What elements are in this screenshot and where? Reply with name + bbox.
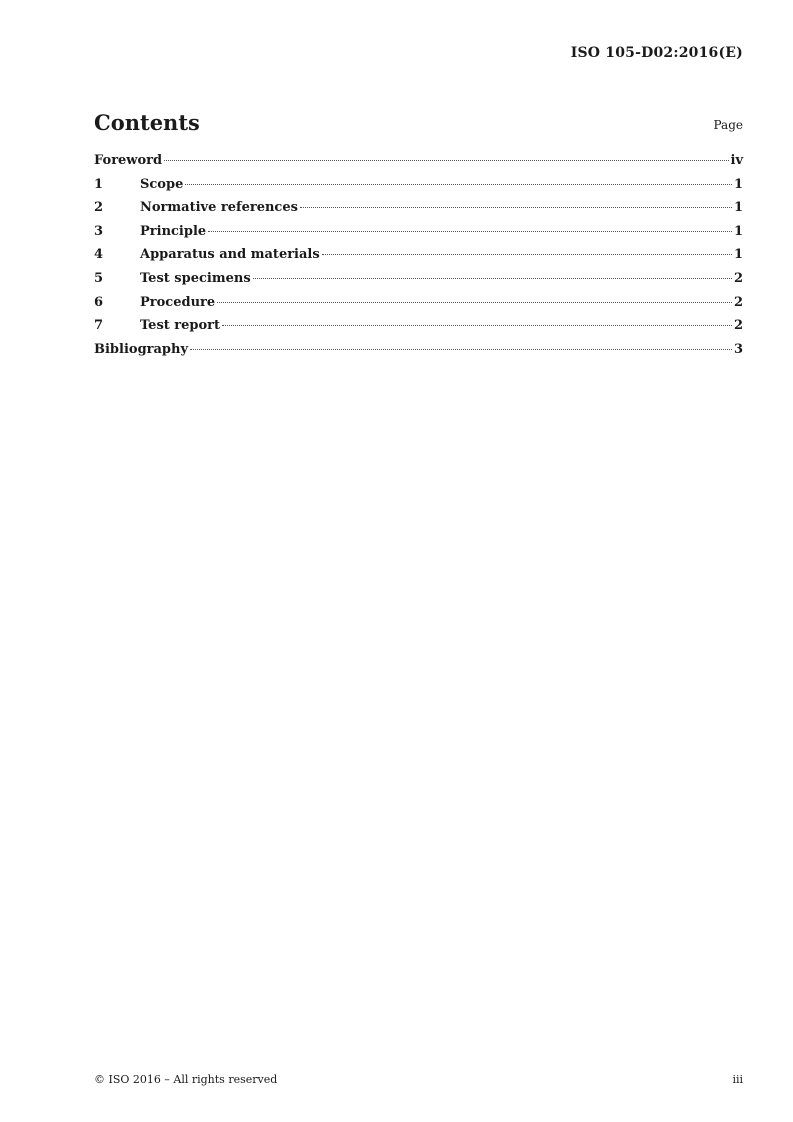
toc-entry-title: Principle [140,223,207,239]
page-number: iii [732,1073,743,1086]
toc-entry-number: 1 [94,176,104,192]
toc-entry-title: Bibliography [94,341,189,357]
dot-leader [164,160,728,161]
toc-entry-normative-references [94,200,743,224]
toc-entry-number: 2 [94,200,104,216]
dot-leader [185,184,732,185]
toc-entry-page: iv [730,153,743,168]
toc-entry-number: 4 [94,247,104,263]
toc-entry-test-specimens [94,271,743,295]
dot-leader [217,302,732,303]
table-of-contents [94,153,743,365]
toc-entry-number: 3 [94,223,104,239]
toc-entry-scope [94,177,743,201]
dot-leader [222,325,732,326]
toc-entry-principle [94,224,743,248]
toc-entry-page: 2 [733,270,743,286]
toc-entry-page: 2 [733,294,743,310]
toc-entry-number: 7 [94,318,104,334]
dot-leader [253,278,732,279]
toc-entry-page: 1 [733,223,743,239]
document-id: ISO 105-D02:2016(E) [570,45,743,61]
page-footer [94,1073,743,1086]
toc-entry-page: 1 [733,247,743,263]
toc-entry-foreword [94,153,743,177]
toc-entry-title: Apparatus and materials [140,247,320,263]
toc-entry-page: 1 [733,200,743,216]
toc-entry-title: Normative references [140,200,298,216]
toc-entry-number: 5 [94,270,104,286]
toc-entry-page: 3 [733,341,743,357]
dot-leader [300,207,732,208]
toc-entry-title: Scope [140,176,184,192]
toc-entry-bibliography [94,342,743,366]
toc-entry-title: Test specimens [140,270,251,286]
dot-leader [322,254,732,255]
page-column-label: Page [713,118,743,132]
toc-entry-title: Procedure [140,294,216,310]
copyright-notice: © ISO 2016 – All rights reserved [94,1073,278,1086]
toc-entry-procedure [94,295,743,319]
toc-entry-test-report [94,318,743,342]
dot-leader [190,349,732,350]
toc-entry-apparatus [94,247,743,271]
toc-entry-page: 2 [733,318,743,334]
toc-entry-number: 6 [94,294,104,310]
contents-heading: Contents [94,110,200,135]
dot-leader [208,231,732,232]
toc-entry-title: Foreword [94,153,163,168]
toc-entry-title: Test report [140,318,221,334]
toc-entry-page: 1 [733,176,743,192]
